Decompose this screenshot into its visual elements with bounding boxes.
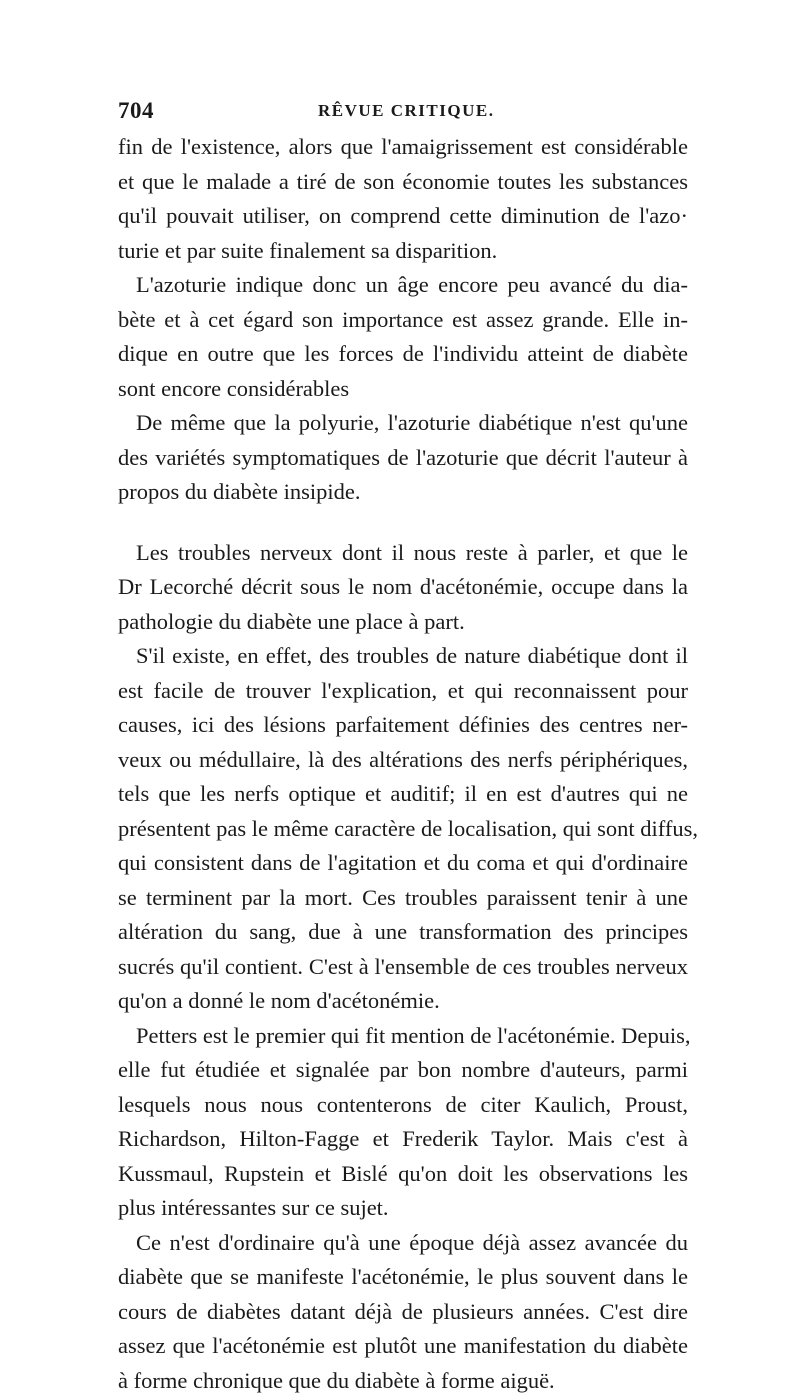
text-line: Ce n'est d'ordinaire qu'à une époque déjà assez avancée du	[118, 1226, 688, 1261]
text-line: sucrés qu'il contient. C'est à l'ensemble de ces troubles nerveux	[118, 950, 688, 985]
paragraph	[118, 268, 688, 406]
text-line: dique en outre que les forces de l'individu atteint de diabète	[118, 337, 688, 372]
text-line: des variétés symptomatiques de l'azoturie que décrit l'auteur à	[118, 441, 688, 476]
text-line: propos du diabète insipide.	[118, 475, 688, 510]
paragraph-gap	[118, 510, 688, 536]
text-line: Dr Lecorché décrit sous le nom d'acétonémie, occupe dans la	[118, 570, 688, 605]
text-line: Les troubles nerveux dont il nous reste à parler, et que le	[118, 536, 688, 571]
text-line: De même que la polyurie, l'azoturie diabétique n'est qu'une	[118, 406, 688, 441]
paragraph	[118, 130, 688, 268]
text-line: assez que l'acétonémie est plutôt une manifestation du diabète	[118, 1329, 688, 1364]
text-line: pathologie du diabète une place à part.	[118, 605, 688, 640]
text-line: lesquels nous nous contenterons de citer Kaulich, Proust,	[118, 1088, 688, 1123]
text-line: et que le malade a tiré de son économie toutes les substances	[118, 165, 688, 200]
text-line: se terminent par la mort. Ces troubles paraissent tenir à une	[118, 881, 688, 916]
text-line: fin de l'existence, alors que l'amaigrissement est considérable	[118, 130, 688, 165]
paragraph	[118, 536, 688, 640]
text-line: présentent pas le même caractère de localisation, qui sont diffus,	[118, 812, 688, 847]
text-line: à forme chronique que du diabète à forme aiguë.	[118, 1364, 688, 1398]
text-line: est facile de trouver l'explication, et qui reconnaissent pour	[118, 674, 688, 709]
running-head	[118, 98, 688, 122]
text-line: Kussmaul, Rupstein et Bislé qu'on doit les observations les	[118, 1157, 688, 1192]
text-line: L'azoturie indique donc un âge encore peu avancé du dia-	[118, 268, 688, 303]
text-line: bète et à cet égard son importance est assez grande. Elle in-	[118, 303, 688, 338]
text-line: diabète que se manifeste l'acétonémie, le plus souvent dans le	[118, 1260, 688, 1295]
text-line: altération du sang, due à une transformation des principes	[118, 915, 688, 950]
text-line: qu'il pouvait utiliser, on comprend cette diminution de l'azo·	[118, 199, 688, 234]
paragraph	[118, 406, 688, 510]
text-line: cours de diabètes datant déjà de plusieurs années. C'est dire	[118, 1295, 688, 1330]
text-line: plus intéressantes sur ce sujet.	[118, 1191, 688, 1226]
text-line: turie et par suite finalement sa disparition.	[118, 234, 688, 269]
paragraph	[118, 1019, 688, 1226]
text-line: S'il existe, en effet, des troubles de nature diabétique dont il	[118, 639, 688, 674]
text-line: tels que les nerfs optique et auditif; il en est d'autres qui ne	[118, 777, 688, 812]
page-number: 704	[118, 98, 154, 124]
text-line: elle fut étudiée et signalée par bon nombre d'auteurs, parmi	[118, 1053, 688, 1088]
text-line: Petters est le premier qui fit mention de l'acétonémie. Depuis,	[118, 1019, 688, 1054]
text-line: qui consistent dans de l'agitation et du coma et qui d'ordinaire	[118, 846, 688, 881]
text-line: veux ou médullaire, là des altérations des nerfs périphériques,	[118, 743, 688, 778]
running-title: RÊVUE CRITIQUE.	[318, 101, 494, 121]
paragraph	[118, 639, 688, 1019]
text-line: sont encore considérables	[118, 372, 688, 407]
paragraph	[118, 1226, 688, 1398]
text-line: causes, ici des lésions parfaitement définies des centres ner-	[118, 708, 688, 743]
body-text	[118, 130, 688, 1398]
text-line: qu'on a donné le nom d'acétonémie.	[118, 984, 688, 1019]
text-line: Richardson, Hilton-Fagge et Frederik Taylor. Mais c'est à	[118, 1122, 688, 1157]
